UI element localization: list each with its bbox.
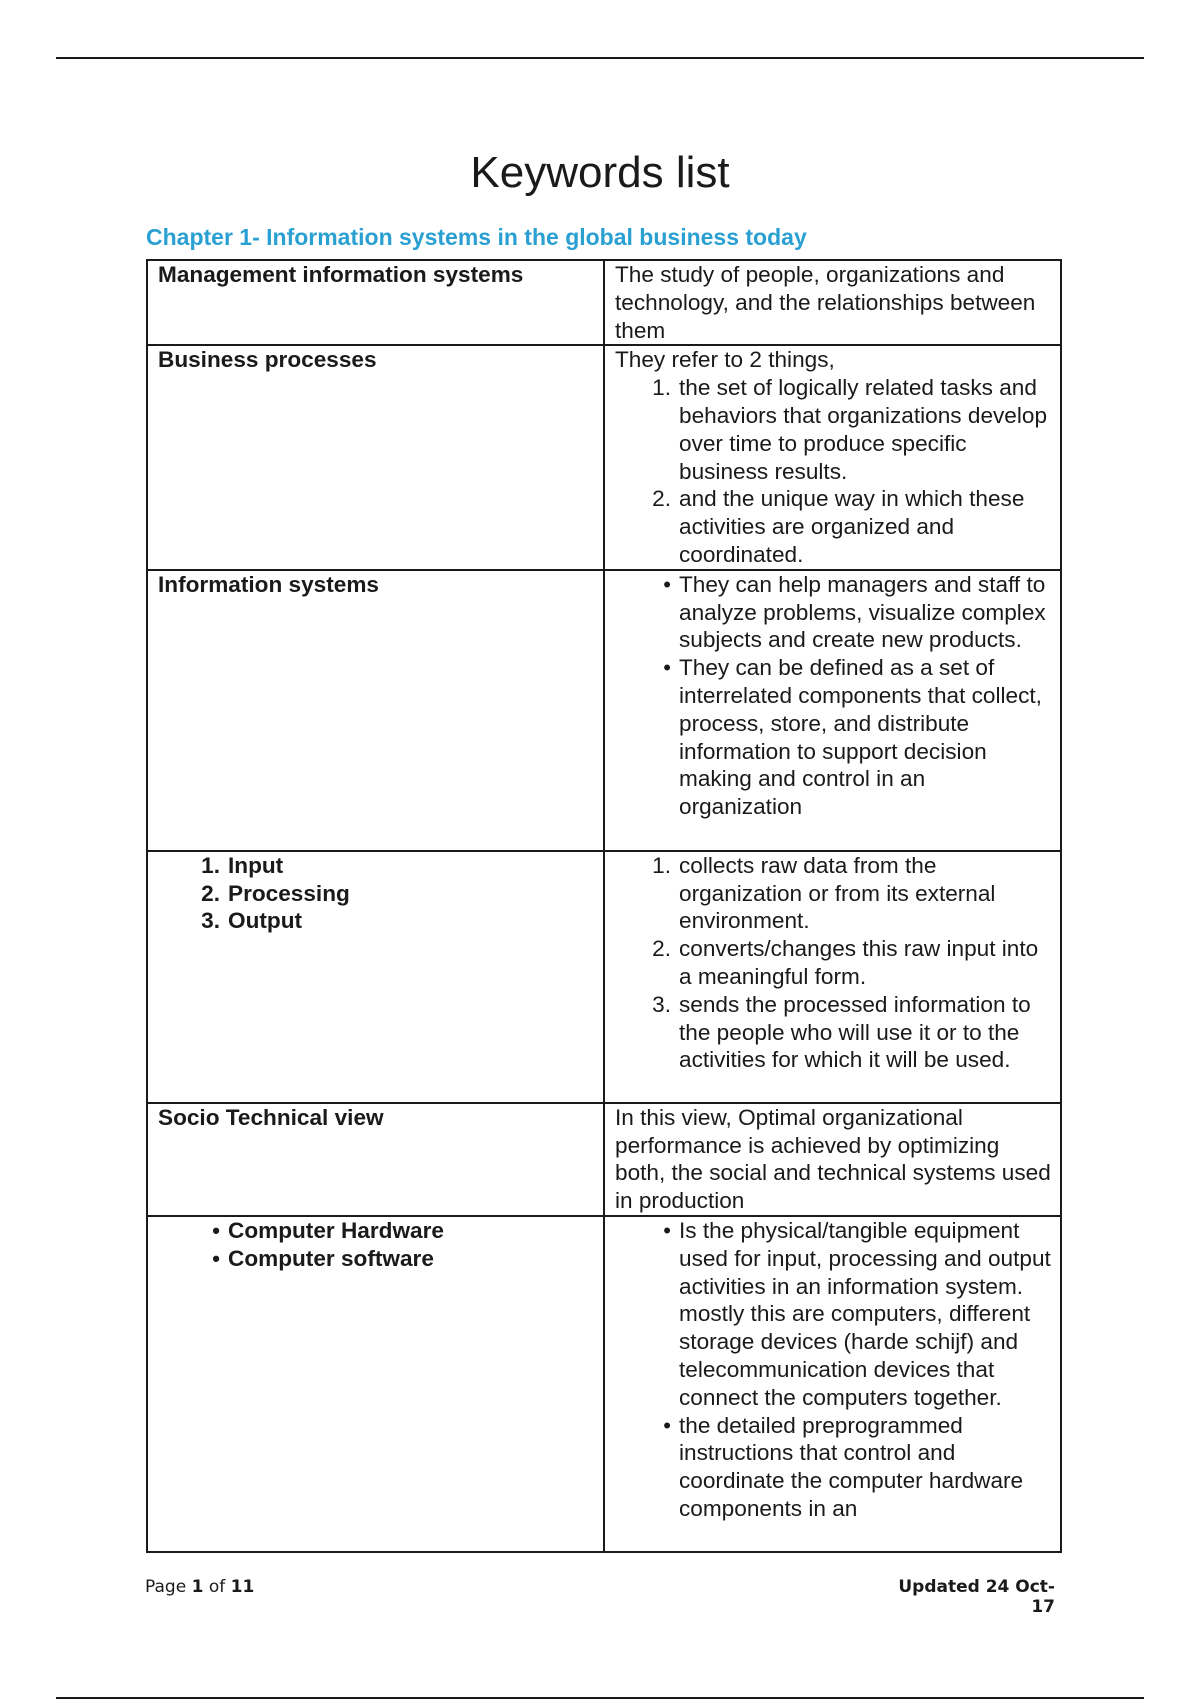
keywords-table <box>146 259 1062 1553</box>
list-item-text: the set of logically related tasks and behaviors that organizations develop over time to produce specific business results. <box>679 375 1048 484</box>
page-word: Page <box>145 1577 187 1597</box>
term-list-item <box>158 907 595 935</box>
list-item <box>615 991 1052 1074</box>
definition-cell <box>604 1216 1061 1552</box>
term-text: Input <box>228 852 284 878</box>
term-text: Business processes <box>158 347 377 373</box>
list-item <box>615 935 1052 991</box>
list-item-text: the detailed preprogrammed instructions that control and coordinate the computer hardware components in an <box>679 1412 1024 1521</box>
definition-intro: They refer to 2 things, <box>615 347 835 373</box>
term-list-item <box>158 852 595 880</box>
list-marker: 3. <box>201 908 220 934</box>
list-item-text: collects raw data from the organization or from its external environment. <box>679 852 996 934</box>
term-text: Management information systems <box>158 262 524 287</box>
list-marker: 2. <box>652 486 671 512</box>
list-marker: 1. <box>652 852 671 878</box>
term-text: Computer Hardware <box>228 1217 444 1243</box>
term-text: Information systems <box>158 571 379 597</box>
term-list-item <box>158 880 595 908</box>
table-row <box>147 851 1061 1103</box>
bullet-marker: • <box>663 1412 671 1438</box>
definition-cell <box>604 851 1061 1103</box>
bullet-marker: • <box>663 655 671 681</box>
list-item <box>615 485 1052 568</box>
list-item <box>615 374 1052 485</box>
list-marker: 2. <box>652 936 671 962</box>
list-item <box>615 571 1052 654</box>
list-marker: 3. <box>652 991 671 1017</box>
updated-date: Updated 24 Oct-17 <box>898 1577 1055 1617</box>
list-item <box>615 1217 1052 1412</box>
list-item-text: sends the processed information to the people who will use it or to the activities for which it will be used. <box>679 991 1031 1073</box>
list-marker: 1. <box>201 852 220 878</box>
table-row <box>147 345 1061 569</box>
bullet-marker: • <box>212 1217 220 1243</box>
term-cell <box>147 1103 604 1216</box>
definition-cell <box>604 570 1061 851</box>
page-title: Keywords list <box>470 148 730 197</box>
term-cell <box>147 851 604 1103</box>
bullet-marker: • <box>212 1245 220 1271</box>
term-text: Processing <box>228 880 350 906</box>
list-item-text: Is the physical/tangible equipment used for input, processing and output activities in an information system. mostly this are computers, different storage devices (harde schijf) and telecommunication devices that connect the computers together. <box>679 1217 1051 1410</box>
definition-text: The study of people, organizations and technology, and the relationships between them <box>615 262 1036 343</box>
bullet-marker: • <box>663 1217 671 1243</box>
page-of: of <box>208 1577 226 1597</box>
page-current: 1 <box>191 1577 204 1597</box>
list-marker: 1. <box>652 375 671 401</box>
term-text: Output <box>228 908 303 934</box>
term-cell <box>147 1216 604 1552</box>
list-item <box>615 654 1052 821</box>
term-list-item <box>158 1217 595 1245</box>
term-cell <box>147 260 604 345</box>
list-item <box>615 852 1052 935</box>
table-row <box>147 1103 1061 1216</box>
header-rule <box>56 57 1144 59</box>
table-row <box>147 1216 1061 1552</box>
page-number <box>145 1577 254 1597</box>
list-item-text: They can help managers and staff to analyze problems, visualize complex subjects and create new products. <box>679 571 1046 653</box>
term-list-item <box>158 1245 595 1273</box>
page-total: 11 <box>230 1577 255 1597</box>
chapter-heading: Chapter 1- Information systems in the global business today <box>146 224 807 250</box>
list-item-text: converts/changes this raw input into a meaningful form. <box>679 936 1039 989</box>
footer-rule <box>56 1697 1144 1699</box>
definition-cell <box>604 260 1061 345</box>
table-row <box>147 260 1061 345</box>
term-cell <box>147 345 604 569</box>
definition-cell <box>604 345 1061 569</box>
bullet-marker: • <box>663 571 671 597</box>
table-row <box>147 570 1061 851</box>
list-marker: 2. <box>201 880 220 906</box>
list-item-text: and the unique way in which these activities are organized and coordinated. <box>679 486 1025 567</box>
term-text: Socio Technical view <box>158 1104 384 1130</box>
definition-text: In this view, Optimal organizational performance is achieved by optimizing both, the social and technical systems used in production <box>615 1104 1051 1214</box>
term-text: Computer software <box>228 1245 434 1271</box>
list-item <box>615 1412 1052 1523</box>
definition-cell <box>604 1103 1061 1216</box>
term-cell <box>147 570 604 851</box>
list-item-text: They can be defined as a set of interrelated components that collect, process, store, and distribute information to support decision making and control in an organization <box>679 655 1042 820</box>
